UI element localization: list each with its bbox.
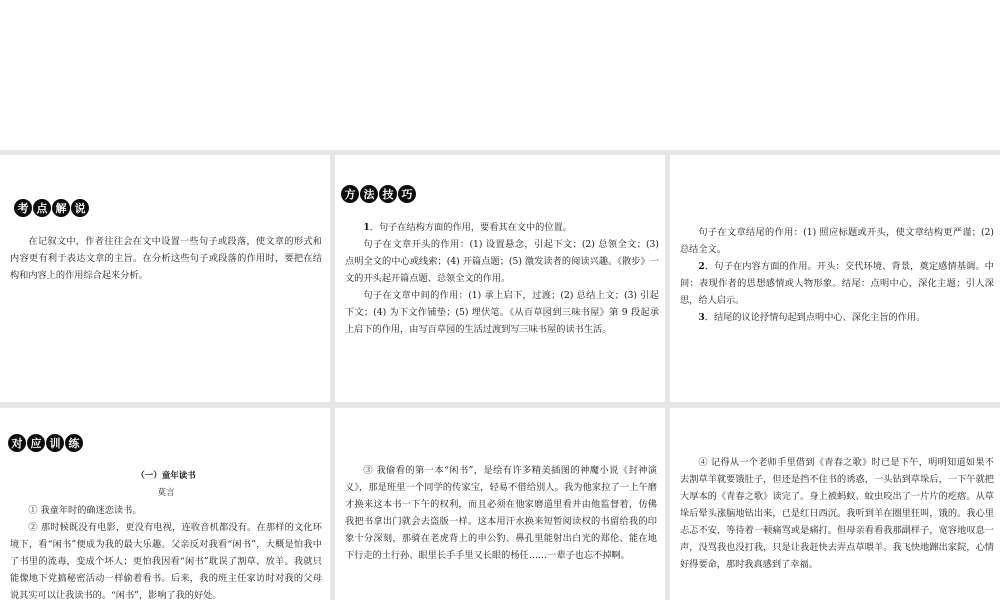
point-text: ．句子在结构方面的作用，要看其在文中的位置。 xyxy=(369,222,572,233)
slide-kaodian xyxy=(0,155,330,402)
kaodian-text: 在记叙文中，作者往往会在文中设置一些句子或段落，使文章的形式和内容更有利于表达文章的主旨。在分析这些句子或段落的作用时，要把在结构和内容上的作用综合起来分析。 xyxy=(10,236,322,281)
section-badge-fangfa xyxy=(341,185,659,203)
passage-paragraph-1: ① 我童年时的确迷恋读书。 xyxy=(28,505,142,516)
fangfa-point-1 xyxy=(345,219,659,236)
fangfa-middle: 句子在文章中间的作用：(1) 承上启下，过渡；(2) 总结上文；(3) 引起下文；(4) 为下文作铺垫；(5) 埋伏笔。《从百草园到三味书屋》第 9 段起承上启下的作用，由写百草园的生活过渡到写三味书屋的读书生活。 xyxy=(345,290,659,335)
badge-char: 技 xyxy=(379,185,397,203)
passage-author: 莫言 xyxy=(157,488,175,498)
badge-char: 说 xyxy=(71,199,89,217)
badge-char: 解 xyxy=(52,199,70,217)
fangfa-ending: 句子在文章结尾的作用：(1) 照应标题或开头，使文章结构更严谨；(2) 总结全文。 xyxy=(680,227,994,255)
badge-char: 方 xyxy=(341,185,359,203)
slide-passage-4 xyxy=(670,408,1000,600)
badge-char: 巧 xyxy=(398,185,416,203)
point-text: ．结尾的议论抒情句起到点明中心、深化主旨的作用。 xyxy=(704,312,926,323)
badge-char: 应 xyxy=(27,434,45,452)
passage-paragraph-3: ③ 我偷看的第一本“闲书”，是绘有许多精美插图的神魔小说《封神演义》，那是班里一个同学的传家宝，轻易不借给别人。我为他家拉了一上午磨才换来这本书一下午的权利，而且必须在他家磨道里看并由他监督着，仿佛我把书拿出门就会去盗版一样。这本用汗水换来短暂阅读权的书留给我的印象十分深刻，那骑在老虎背上的申公豹、鼻孔里能射出白光的郑伦、能在地下行走的土行孙、眼里长手手里又长眼的杨任……一辈子也忘不掉啊。 xyxy=(345,465,657,561)
point-text: ．句子在内容方面的作用。开头：交代环境、背景，奠定感情基调。中间：表现作者的思想感情或人物形象。结尾：点明中心，深化主题；引人深思，给人启示。 xyxy=(680,261,994,306)
point-number: 2 xyxy=(698,261,705,272)
section-badge-duiying xyxy=(8,434,322,452)
fangfa-point-3 xyxy=(680,309,994,326)
passage-paragraph-4: ④ 记得从一个老师手里借到《青春之歌》时已是下午，明明知道如果不去割草羊就要饿肚子，但还是挡不住书的诱惑，一头钻到草垛后，一下午就把大厚本的《青春之歌》读完了。身上被蚂蚁、蚊虫咬出了一片片的疙瘩。从草垛后晕头涨脑地钻出来，已是红日西沉。我听到羊在圈里狂叫，饿的。我心里忐忑不安，等待着一顿痛骂或是痛打。但母亲看看我那副样子，宽容地叹息一声，没骂我也没打我，只是让我赶快去弄点草喂羊。我飞快地蹿出家院，心情好得要命，那时我真感到了幸福。 xyxy=(680,457,994,570)
badge-char: 练 xyxy=(65,434,83,452)
badge-char: 点 xyxy=(33,199,51,217)
passage-title: （一）童年读书 xyxy=(136,471,196,481)
slide-passage-3 xyxy=(335,408,665,600)
passage-paragraph-2: ② 那时候既没有电影，更没有电视，连收音机都没有。在那样的文化环境下，看“闲书”便成为我的最大乐趣。父亲反对我看“闲书”，大概是怕我中了书里的流毒，变成个坏人；更怕我因看“闲书”耽误了割草、放羊。我就只能像地下党搞秘密活动一样偷着看书。后来，我的班主任家访时对我的父母说其实可以让我读书的。“闲书”，影响了我的好处。 xyxy=(10,522,322,600)
slide-fangfa xyxy=(335,155,665,402)
badge-char: 考 xyxy=(14,199,32,217)
fangfa-point-2 xyxy=(680,258,994,309)
fangfa-opening: 句子在文章开头的作用：(1) 设置悬念，引起下文；(2) 总领全文；(3) 点明全文的中心或线索；(4) 开篇点题；(5) 激发读者的阅读兴趣。《散步》一文的开头起开篇点题、总领全文的作用。 xyxy=(345,239,659,284)
point-number: 1 xyxy=(363,222,370,233)
slide-fangfa-continued xyxy=(670,155,1000,402)
top-blank-area xyxy=(0,0,1000,150)
badge-char: 对 xyxy=(8,434,26,452)
point-number: 3 xyxy=(698,312,705,323)
slide-duiying xyxy=(0,408,330,600)
badge-char: 法 xyxy=(360,185,378,203)
section-badge-kaodian xyxy=(14,199,322,217)
badge-char: 训 xyxy=(46,434,64,452)
